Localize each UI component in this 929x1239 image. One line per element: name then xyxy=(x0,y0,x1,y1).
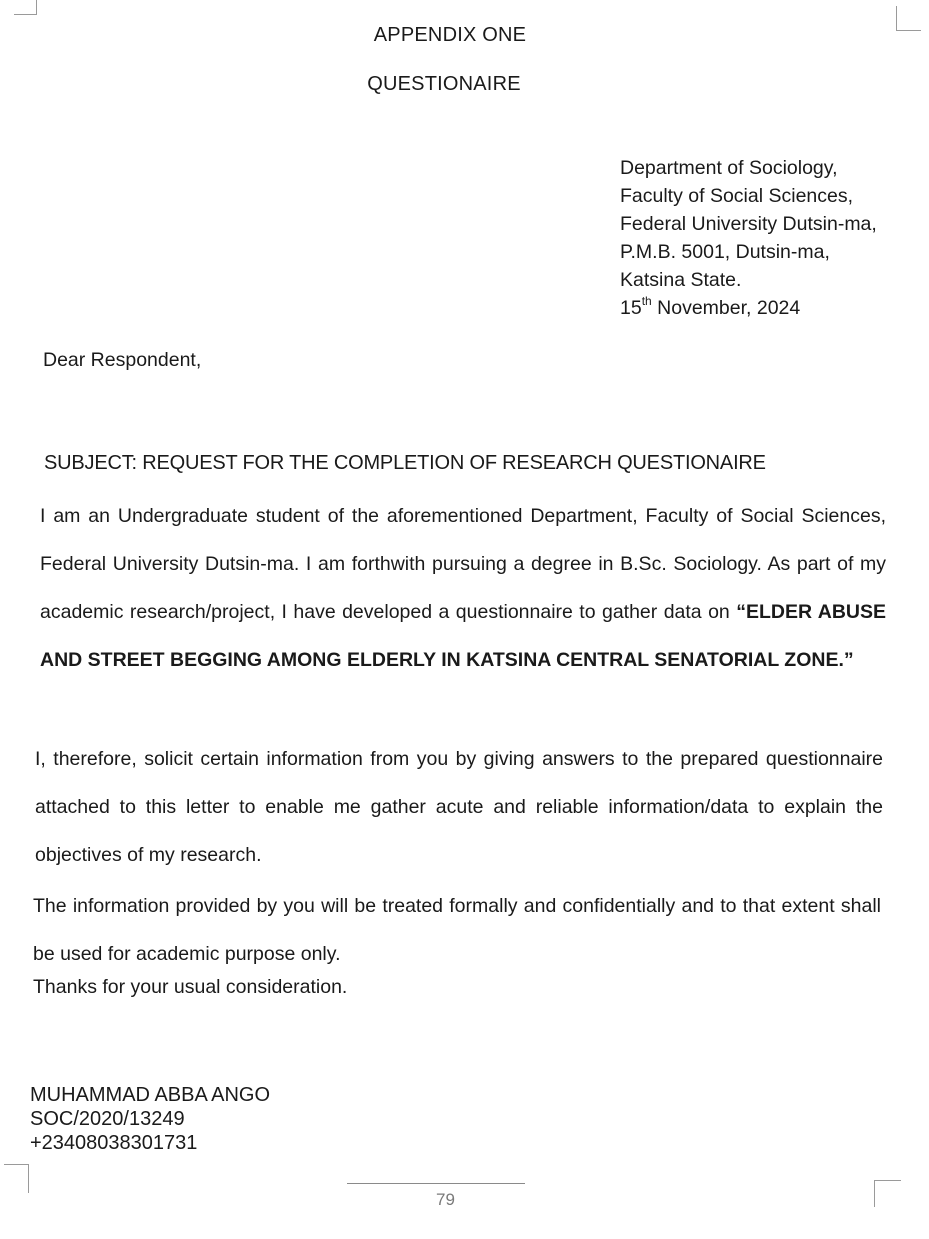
address-line-faculty: Faculty of Social Sciences, xyxy=(620,185,854,207)
appendix-heading: APPENDIX ONE xyxy=(373,24,527,46)
signature-reg-no: SOC/2020/13249 xyxy=(30,1108,185,1130)
body-paragraph-request: I, therefore, solicit certain information from you by giving answers to the prepared questionnaire attached to this letter to enable me gather acute and reliable information/data to explain the objectives of my research. xyxy=(35,748,883,866)
signature-name: MUHAMMAD ABBA ANGO xyxy=(30,1084,271,1106)
subject-line: SUBJECT: REQUEST FOR THE COMPLETION OF RESEARCH QUESTIONAIRE xyxy=(44,452,766,474)
address-line-pmb: P.M.B. 5001, Dutsin-ma, xyxy=(620,241,830,263)
body-paragraph-thanks: Thanks for your usual consideration. xyxy=(33,976,348,998)
date-day: 15 xyxy=(620,297,642,319)
date-rest: November, 2024 xyxy=(651,297,801,319)
body-paragraph-intro xyxy=(40,492,886,684)
salutation: Dear Respondent, xyxy=(43,349,202,371)
address-line-state: Katsina State. xyxy=(620,269,742,291)
crop-mark-bottom-right xyxy=(874,1180,901,1207)
date-suffix: th xyxy=(641,294,652,308)
research-title: “ELDER ABUSE AND STREET BEGGING AMONG ELDERLY IN KATSINA CENTRAL SENATORIAL ZONE.” xyxy=(40,601,887,671)
body-paragraph-confidentiality: The information provided by you will be treated formally and confidentially and to that extent shall be used for academic purpose only. xyxy=(33,895,881,965)
address-line-university: Federal University Dutsin-ma, xyxy=(620,213,877,235)
crop-mark-top-left xyxy=(14,0,37,15)
page-number: 79 xyxy=(436,1190,455,1209)
signature-block xyxy=(30,1083,270,1155)
sender-address xyxy=(620,154,877,322)
letter-date xyxy=(620,294,877,322)
crop-mark-bottom-left xyxy=(4,1164,29,1193)
intro-text: I am an Undergraduate student of the aforementioned Department, Faculty of Social Sciences, Federal University Dutsin-ma. I am forthwith pursuing a degree in B.Sc. Sociology. As part of my academic research/project, I have developed a questionnaire to gather data on xyxy=(40,505,886,623)
questionaire-heading: QUESTIONAIRE xyxy=(367,73,521,95)
signature-phone: +23408038301731 xyxy=(30,1132,198,1154)
address-line-department: Department of Sociology, xyxy=(620,157,838,179)
footer-rule xyxy=(347,1183,525,1184)
